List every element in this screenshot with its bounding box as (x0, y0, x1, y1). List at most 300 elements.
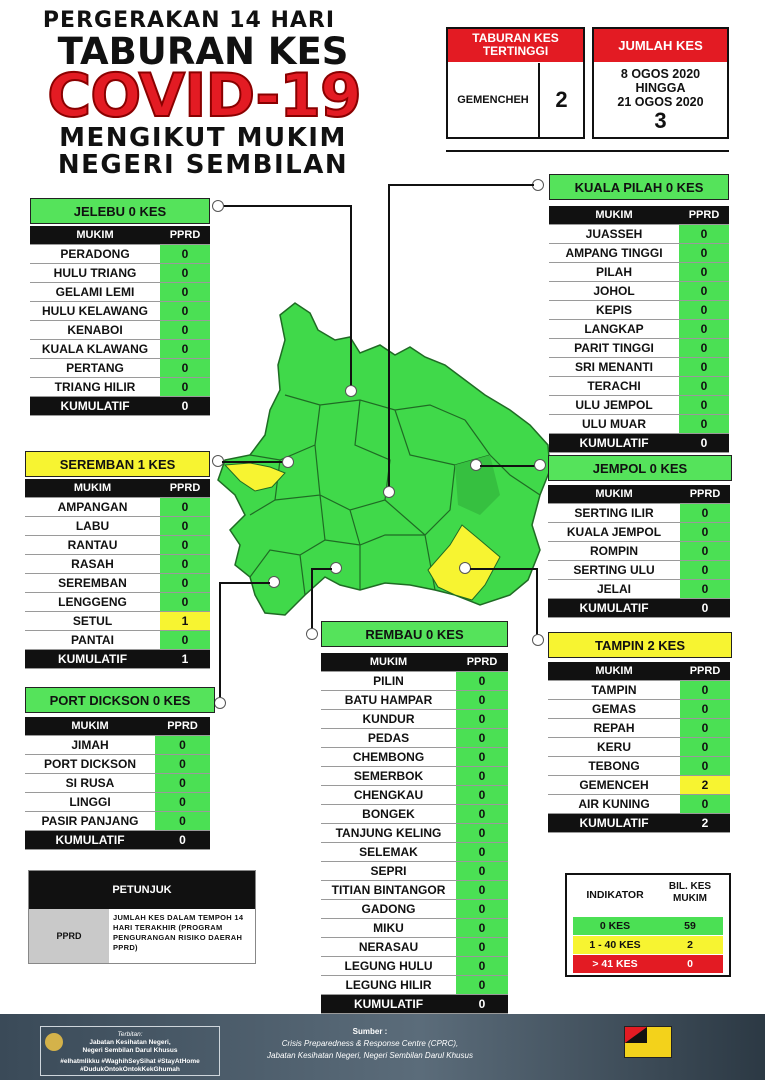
cumulative-value: 0 (456, 995, 508, 1014)
indikator-value: 0 (687, 958, 693, 970)
mukim-case-count: 0 (679, 301, 729, 320)
table-row (30, 264, 210, 283)
mukim-case-count: 0 (456, 710, 508, 729)
source-line1: Crisis Preparedness & Response Centre (CPRC), (281, 1039, 459, 1048)
jelebu-marker (212, 200, 224, 212)
mukim-case-count: 0 (456, 748, 508, 767)
mukim-case-count: 2 (680, 776, 730, 795)
mukim-case-count: 0 (680, 542, 730, 561)
mukim-case-count: 0 (679, 358, 729, 377)
mukim-case-count: 0 (160, 517, 210, 536)
mukim-name: KERU (548, 738, 680, 757)
mukim-case-count: 0 (456, 976, 508, 995)
cumulative-label: KUMULATIF (321, 995, 456, 1014)
table-row (549, 396, 729, 415)
mukim-case-count: 0 (155, 812, 210, 831)
publisher-box (40, 1026, 220, 1076)
mukim-case-count: 0 (160, 245, 210, 264)
table-row (30, 321, 210, 340)
mukim-case-count: 0 (160, 593, 210, 612)
mukim-name: GELAMI LEMI (30, 283, 160, 302)
mukim-case-count: 0 (160, 302, 210, 321)
mukim-name: ROMPIN (548, 542, 680, 561)
table-row (321, 672, 508, 691)
mukim-name: LABU (25, 517, 160, 536)
mukim-case-count: 0 (680, 757, 730, 776)
table-row (548, 700, 730, 719)
column-pprd: PPRD (160, 226, 210, 245)
mukim-name: SERTING ILIR (548, 504, 680, 523)
table-header (549, 206, 729, 225)
mukim-name: CHEMBONG (321, 748, 456, 767)
table-row (549, 263, 729, 282)
mukim-case-count: 0 (679, 282, 729, 301)
cumulative-row (30, 397, 210, 416)
mukim-case-count: 0 (680, 719, 730, 738)
petunjuk-key: PPRD (29, 909, 109, 963)
mukim-name: LENGGENG (25, 593, 160, 612)
jempol-mukim-table (548, 485, 730, 618)
table-row (321, 938, 508, 957)
rembau-mukim-table (321, 653, 508, 1014)
column-pprd: PPRD (680, 485, 730, 504)
table-row (30, 302, 210, 321)
mukim-case-count: 0 (160, 498, 210, 517)
mukim-name: AMPANG TINGGI (549, 244, 679, 263)
cumulative-row (321, 995, 508, 1014)
mukim-case-count: 0 (456, 881, 508, 900)
table-header (30, 226, 210, 245)
total-case-value: 3 (654, 108, 667, 133)
table-row (548, 738, 730, 757)
mukim-case-count: 0 (456, 957, 508, 976)
cumulative-label: KUMULATIF (549, 434, 679, 453)
mukim-name: SERTING ULU (548, 561, 680, 580)
table-header (548, 485, 730, 504)
jelebu-mukim-table (30, 226, 210, 416)
mukim-case-count: 0 (680, 700, 730, 719)
publisher-org1: Jabatan Kesihatan Negeri, (89, 1039, 171, 1046)
title-mukim: MENGIKUT MUKIM (59, 123, 347, 153)
mukim-case-count: 0 (456, 691, 508, 710)
source-label: Sumber : (352, 1027, 388, 1036)
mukim-name: JOHOL (549, 282, 679, 301)
mukim-name: TANJUNG KELING (321, 824, 456, 843)
table-row (30, 340, 210, 359)
mukim-case-count: 0 (155, 755, 210, 774)
mukim-case-count: 0 (680, 504, 730, 523)
kualapilah-line-v (388, 184, 390, 490)
table-row (30, 359, 210, 378)
mukim-case-count: 0 (456, 672, 508, 691)
table-row (548, 523, 730, 542)
column-pprd: PPRD (155, 717, 210, 736)
column-mukim: MUKIM (548, 662, 680, 681)
mukim-case-count: 0 (456, 824, 508, 843)
kualapilah-line-h (388, 184, 534, 186)
table-row (321, 729, 508, 748)
mukim-name: PASIR PANJANG (25, 812, 155, 831)
table-row (321, 919, 508, 938)
mukim-name: HULU KELAWANG (30, 302, 160, 321)
table-row (321, 691, 508, 710)
indikator-value: 2 (687, 939, 693, 951)
table-row (321, 824, 508, 843)
mukim-name: PERTANG (30, 359, 160, 378)
tampin-mukim-table (548, 662, 730, 833)
mukim-name: MIKU (321, 919, 456, 938)
kualapilah-mukim-table (549, 206, 729, 453)
mukim-name: BATU HAMPAR (321, 691, 456, 710)
mukim-case-count: 0 (160, 321, 210, 340)
indikator-label: 1 - 40 KES (589, 939, 641, 951)
table-row (25, 555, 210, 574)
column-mukim: MUKIM (549, 206, 679, 225)
mukim-case-count: 0 (155, 793, 210, 812)
mukim-name: BONGEK (321, 805, 456, 824)
mukim-name: AIR KUNING (548, 795, 680, 814)
indikator-row-red (573, 955, 723, 973)
indikator-col2: BIL. KES MUKIM (668, 881, 712, 904)
mukim-name: PARIT TINGGI (549, 339, 679, 358)
table-header (321, 653, 508, 672)
mukim-name: CHENGKAU (321, 786, 456, 805)
mukim-name: KENABOI (30, 321, 160, 340)
mukim-name: AMPANGAN (25, 498, 160, 517)
mukim-case-count: 0 (680, 681, 730, 700)
mukim-case-count: 0 (679, 377, 729, 396)
column-mukim: MUKIM (30, 226, 160, 245)
table-row (25, 793, 210, 812)
table-row (321, 881, 508, 900)
mukim-case-count: 0 (679, 396, 729, 415)
mukim-case-count: 0 (160, 264, 210, 283)
mukim-name: SRI MENANTI (549, 358, 679, 377)
publisher-terbitan: Terbitan: (117, 1031, 143, 1038)
negeri-sembilan-map (210, 295, 555, 620)
table-row (25, 755, 210, 774)
table-row (548, 795, 730, 814)
jelebu-map-dot (345, 385, 357, 397)
mukim-name: JIMAH (25, 736, 155, 755)
cumulative-value: 0 (155, 831, 210, 850)
seremban-mukim-table (25, 479, 210, 669)
seremban-district-title: SEREMBAN 1 KES (25, 451, 210, 477)
mukim-case-count: 0 (160, 340, 210, 359)
table-row (549, 244, 729, 263)
indikator-row-green (573, 917, 723, 935)
cumulative-row (25, 831, 210, 850)
table-row (25, 612, 210, 631)
mukim-name: NERASAU (321, 938, 456, 957)
date-to: 21 OGOS 2020 (617, 95, 704, 109)
table-row (25, 517, 210, 536)
total-case-box (592, 27, 729, 139)
table-row (321, 805, 508, 824)
cumulative-row (549, 434, 729, 453)
table-row (25, 574, 210, 593)
table-row (321, 843, 508, 862)
portdickson-mukim-table (25, 717, 210, 850)
table-row (548, 776, 730, 795)
title-line-1: PERGERAKAN 14 HARI (42, 8, 336, 33)
hashtags-1: #elhatmlikku #WaghihSeySihat #StayAtHome (60, 1058, 200, 1065)
total-case-header: JUMLAH KES (594, 29, 727, 62)
jelebu-line-v (350, 205, 352, 391)
jempol-line (480, 465, 536, 467)
table-header (25, 479, 210, 498)
table-row (548, 757, 730, 776)
cumulative-row (548, 814, 730, 833)
mukim-case-count: 0 (679, 320, 729, 339)
table-row (549, 358, 729, 377)
cumulative-row (25, 650, 210, 669)
cumulative-value: 0 (680, 599, 730, 618)
table-row (25, 593, 210, 612)
table-row (321, 900, 508, 919)
mukim-name: RASAH (25, 555, 160, 574)
mukim-name: REPAH (548, 719, 680, 738)
mukim-name: GADONG (321, 900, 456, 919)
cumulative-value: 1 (160, 650, 210, 669)
column-pprd: PPRD (456, 653, 508, 672)
mukim-case-count: 0 (456, 862, 508, 881)
mukim-case-count: 0 (680, 523, 730, 542)
jelebu-district-title: JELEBU 0 KES (30, 198, 210, 224)
mukim-name: KUALA JEMPOL (548, 523, 680, 542)
table-row (548, 504, 730, 523)
cumulative-label: KUMULATIF (25, 650, 160, 669)
table-row (549, 415, 729, 434)
indikator-value: 59 (684, 920, 696, 932)
mukim-case-count: 0 (160, 283, 210, 302)
mukim-case-count: 0 (680, 795, 730, 814)
seremban-map-dot (282, 456, 294, 468)
highest-case-box (446, 27, 585, 139)
table-row (321, 710, 508, 729)
portdickson-marker (214, 697, 226, 709)
mukim-case-count: 0 (160, 631, 210, 650)
table-row (25, 812, 210, 831)
column-mukim: MUKIM (25, 479, 160, 498)
mukim-case-count: 0 (456, 843, 508, 862)
table-row (548, 719, 730, 738)
mukim-name: SEPRI (321, 862, 456, 881)
table-row (549, 282, 729, 301)
indikator-title: INDIKATOR (586, 889, 644, 901)
table-row (30, 283, 210, 302)
mukim-name: ULU JEMPOL (549, 396, 679, 415)
mukim-name: KUALA KLAWANG (30, 340, 160, 359)
mukim-case-count: 0 (160, 536, 210, 555)
mukim-case-count: 0 (456, 919, 508, 938)
mukim-case-count: 1 (160, 612, 210, 631)
mukim-name: LANGKAP (549, 320, 679, 339)
table-row (548, 542, 730, 561)
mukim-case-count: 0 (456, 786, 508, 805)
legend-petunjuk (28, 870, 256, 964)
mukim-name: PERADONG (30, 245, 160, 264)
cumulative-row (548, 599, 730, 618)
table-row (30, 245, 210, 264)
mukim-case-count: 0 (160, 359, 210, 378)
rembau-line-h (311, 568, 332, 570)
table-header (25, 717, 210, 736)
footer (0, 1014, 765, 1080)
mukim-name: PORT DICKSON (25, 755, 155, 774)
mukim-case-count: 0 (456, 938, 508, 957)
seremban-line (222, 461, 284, 463)
mukim-case-count: 0 (679, 263, 729, 282)
ministry-crest-icon (45, 1033, 63, 1051)
mukim-name: SI RUSA (25, 774, 155, 793)
mukim-case-count: 0 (680, 580, 730, 599)
mukim-name: GEMENCEH (548, 776, 680, 795)
mukim-case-count: 0 (456, 900, 508, 919)
legend-indikator (565, 873, 731, 977)
table-row (321, 862, 508, 881)
cumulative-value: 0 (679, 434, 729, 453)
table-row (25, 774, 210, 793)
table-row (321, 976, 508, 995)
mukim-case-count: 0 (680, 561, 730, 580)
mukim-name: SEMERBOK (321, 767, 456, 786)
mukim-case-count: 0 (679, 244, 729, 263)
mukim-case-count: 0 (155, 736, 210, 755)
cumulative-label: KUMULATIF (25, 831, 155, 850)
state-flag-icon (624, 1026, 672, 1058)
jempol-marker (534, 459, 546, 471)
mukim-name: SETUL (25, 612, 160, 631)
cumulative-label: KUMULATIF (30, 397, 160, 416)
title-line-2: TABURAN KES (57, 30, 349, 73)
mukim-name: KEPIS (549, 301, 679, 320)
mukim-case-count: 0 (679, 415, 729, 434)
mukim-name: TITIAN BINTANGOR (321, 881, 456, 900)
mukim-name: JUASSEH (549, 225, 679, 244)
table-row (321, 767, 508, 786)
mukim-name: PILIN (321, 672, 456, 691)
title-line-4 (30, 125, 376, 179)
mukim-name: GEMAS (548, 700, 680, 719)
mukim-name: TAMPIN (548, 681, 680, 700)
mukim-name: LINGGI (25, 793, 155, 812)
highest-case-value: 2 (555, 87, 568, 112)
mukim-case-count: 0 (160, 574, 210, 593)
title-covid: COVID-19 (47, 61, 361, 131)
jelebu-line-h (224, 205, 352, 207)
rembau-marker (306, 628, 318, 640)
mukim-case-count: 0 (155, 774, 210, 793)
tampin-district-title: TAMPIN 2 KES (548, 632, 732, 658)
table-row (549, 377, 729, 396)
cumulative-label: KUMULATIF (548, 814, 680, 833)
indikator-label: > 41 KES (592, 958, 638, 970)
column-pprd: PPRD (680, 662, 730, 681)
mukim-case-count: 0 (680, 738, 730, 757)
mukim-name: LEGUNG HILIR (321, 976, 456, 995)
highest-case-place: GEMENCHEH (448, 63, 540, 137)
table-row (548, 561, 730, 580)
cumulative-value: 0 (160, 397, 210, 416)
mukim-name: PANTAI (25, 631, 160, 650)
table-row (549, 225, 729, 244)
source-box (240, 1026, 500, 1062)
tampin-line-v (536, 568, 538, 636)
date-from: 8 OGOS 2020 (620, 67, 701, 81)
mukim-case-count: 0 (456, 805, 508, 824)
column-mukim: MUKIM (548, 485, 680, 504)
mukim-name: LEGUNG HULU (321, 957, 456, 976)
table-row (549, 339, 729, 358)
mukim-case-count: 0 (160, 378, 210, 397)
top-divider (446, 150, 729, 152)
rembau-district-title: REMBAU 0 KES (321, 621, 508, 647)
mukim-name: HULU TRIANG (30, 264, 160, 283)
column-mukim: MUKIM (321, 653, 456, 672)
cumulative-value: 2 (680, 814, 730, 833)
mukim-case-count: 0 (160, 555, 210, 574)
table-row (30, 378, 210, 397)
hashtags-2: #DudukOntokOntokKekGhumah (80, 1066, 180, 1073)
mukim-name: PEDAS (321, 729, 456, 748)
rembau-line-v (311, 568, 313, 630)
table-row (549, 320, 729, 339)
mukim-case-count: 0 (679, 339, 729, 358)
table-row (25, 736, 210, 755)
title-negeri: NEGERI SEMBILAN (57, 150, 349, 180)
table-row (549, 301, 729, 320)
mukim-name: JELAI (548, 580, 680, 599)
mukim-name: PILAH (549, 263, 679, 282)
table-row (548, 580, 730, 599)
table-row (25, 631, 210, 650)
publisher-org2: Negeri Sembilan Darul Khusus (82, 1047, 178, 1054)
tampin-marker (532, 634, 544, 646)
source-line2: Jabatan Kesihatan Negeri, Negeri Sembilan Darul Khusus (267, 1051, 473, 1060)
petunjuk-title: PETUNJUK (29, 871, 255, 909)
mukim-name: TEBONG (548, 757, 680, 776)
mukim-name: TRIANG HILIR (30, 378, 160, 397)
column-pprd: PPRD (679, 206, 729, 225)
mukim-name: SEREMBAN (25, 574, 160, 593)
table-row (321, 748, 508, 767)
mukim-case-count: 0 (679, 225, 729, 244)
petunjuk-desc: JUMLAH KES DALAM TEMPOH 14 HARI TERAKHIR (PROGRAM PENGURANGAN RISIKO DAERAH PPRD) (113, 913, 244, 952)
mukim-case-count: 0 (456, 767, 508, 786)
highest-case-header: TABURAN KES TERTINGGI (448, 29, 583, 62)
table-row (25, 498, 210, 517)
mukim-name: RANTAU (25, 536, 160, 555)
mukim-name: ULU MUAR (549, 415, 679, 434)
portdickson-line-v (219, 582, 221, 700)
date-range (594, 67, 727, 133)
date-mid: HINGGA (635, 81, 686, 95)
table-row (25, 536, 210, 555)
portdickson-line-h (220, 582, 270, 584)
mukim-name: SELEMAK (321, 843, 456, 862)
indikator-row-yellow (573, 936, 723, 954)
kualapilah-district-title: KUALA PILAH 0 KES (549, 174, 729, 200)
column-mukim: MUKIM (25, 717, 155, 736)
kualapilah-map-dot (383, 486, 395, 498)
portdickson-district-title: PORT DICKSON 0 KES (25, 687, 215, 713)
table-header (548, 662, 730, 681)
mukim-case-count: 0 (456, 729, 508, 748)
indikator-label: 0 KES (599, 920, 631, 932)
tampin-line-h (470, 568, 538, 570)
jempol-district-title: JEMPOL 0 KES (548, 455, 732, 481)
